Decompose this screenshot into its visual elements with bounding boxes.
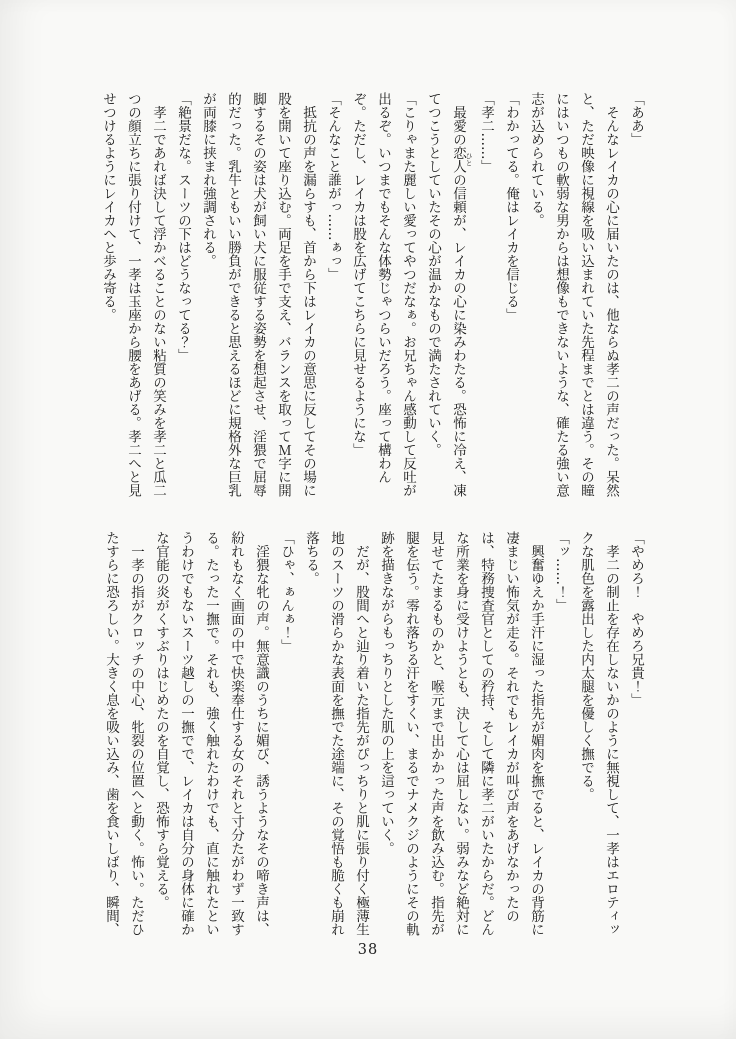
text-line: 見せてたまるものかと、喉元まで出かかった声を飲み込む。指先が xyxy=(428,531,444,936)
text-line: 凄まじい怖気が走る。それでもレイカが叫び声をあげなかったの xyxy=(503,531,519,923)
text-line: 興奮ゆえか手汗に湿った指先が媚肉を撫でると、レイカの背筋に xyxy=(528,531,544,936)
lower-text-block xyxy=(98,531,648,943)
text-line: 淫猥な牝の声。無意識のうちに媚び、誘うようなその啼き声は、 xyxy=(253,531,269,936)
text-line: 出るぞ。いつまでもそんな体勢じゃつらいだろう。座って構わん xyxy=(375,92,391,484)
text-line: 落ちる。 xyxy=(303,531,319,585)
text-line: 「こりゃまた麗しい愛ってやつだなぁ。お兄ちゃん感動して反吐が xyxy=(400,92,416,497)
text-line: は、特務捜査官としての矜持、そして隣に孝二がいたからだ。どん xyxy=(478,531,494,936)
text-line: 「孝二……」 xyxy=(478,92,494,173)
text-line: る。たった一撫で。それも、強く触れたわけでも、直に触れたとい xyxy=(203,531,219,936)
text-line: と、ただ映像に視線を吸い込まれていた先程までとは違う。その瞳 xyxy=(578,92,594,497)
text-line: 「ひゃ、ぁんぁ！」 xyxy=(278,531,294,653)
furigana-ruby: 恋人 ひと xyxy=(450,146,473,173)
text-line: ぞ。ただし、レイカは股を広げてこちらに見せるようにな」 xyxy=(350,92,366,457)
text-line: 「絶景だな。スーツの下はどうなってる？」 xyxy=(175,92,191,362)
upper-text-block xyxy=(95,92,648,504)
text-line: 「そんなこと誰がっ……ぁっ」 xyxy=(325,92,341,281)
text-line: が両膝に挟まれ強調される。 xyxy=(200,92,216,268)
text-line: 抵抗の声を漏らすも、首から下はレイカの意思に反してその場に xyxy=(300,92,316,497)
text-line: つの顔立ちに張り付けて、一孝は玉座から腰をあげる。孝二へと見 xyxy=(125,92,141,497)
text-line: そんなレイカの心に届いたのは、他ならぬ孝二の声だった。呆然 xyxy=(603,92,619,497)
text-line: 股を開いて座り込む。両足を手で支え、バランスを取ってＭ字に開 xyxy=(275,92,291,497)
text-line: 孝二であれば決して浮かべることのない粘質の笑みを孝二と瓜二 xyxy=(150,92,166,497)
page-number: 38 xyxy=(357,942,379,958)
text-line: 「わかってる。俺はレイカを信じる」 xyxy=(503,92,519,322)
text-line: 地のスーツの滑らかな表面を撫でた途端に、その覚悟も脆くも崩れ xyxy=(328,531,344,936)
text-line: 的だった。乳牛ともいい勝負ができると思えるほどに規格外な巨乳 xyxy=(225,92,241,497)
text-line: 跡を描きながらもっちりとした肌の上を這っていく。 xyxy=(378,531,394,855)
text-line: 「やめろ！ やめろ兄貴！」 xyxy=(628,531,644,707)
text-line: 孝二の制止を存在しないかのように無視して、一孝はエロティッ xyxy=(603,531,619,936)
text-line: な官能の炎がくすぶりはじめたのを自覚し、恐怖すら覚える。 xyxy=(153,531,169,909)
text-line: たすらに恐ろしい。大きく息を吸い込み、歯を食いしばり、瞬間、 xyxy=(103,531,119,936)
text-line: 最愛の恋人 ひとの信頼が、レイカの心に染みわたる。恐怖に冷え、凍 xyxy=(450,92,473,497)
text-line: にはいつもの軟弱な男からは想像もできないような、確たる強い意 xyxy=(553,92,569,497)
text-line: な所業を身に受けようとも、決して心は屈しない。弱みなど絶対に xyxy=(453,531,469,936)
text-line: 「ッ……！」 xyxy=(553,531,569,612)
text-line: せつけるようにレイカへと歩み寄る。 xyxy=(100,92,116,322)
text-line: 「ああ」 xyxy=(628,92,644,146)
text-line: うわけでもないスーツ越しの一撫でで、レイカは自分の身体に確か xyxy=(178,531,194,936)
text-line: 志が込められている。 xyxy=(528,92,544,227)
text-line: 一孝の指がクロッチの中心、牝裂の位置へと動く。怖い。ただひ xyxy=(128,531,144,936)
text-line: 脚するその姿は犬が飼い犬に服従する姿勢を想起させ、淫猥で屈辱 xyxy=(250,92,266,497)
text-line: 腿を伝う。零れ落ちる汗をすくい、まるでナメクジのようにその軌 xyxy=(403,531,419,936)
text-line: てつこうとしていたその心が温かなもので満たされていく。 xyxy=(425,92,441,457)
text-line: だが、股間へと辿り着いた指先がぴっちりと肌に張り付く極薄生 xyxy=(353,531,369,936)
text-line: クな肌色を露出した内太腿を優しく撫でる。 xyxy=(578,531,594,801)
text-line: 紛れもなく画面の中で快楽奉仕する女のそれと寸分たがわず一致す xyxy=(228,531,244,936)
